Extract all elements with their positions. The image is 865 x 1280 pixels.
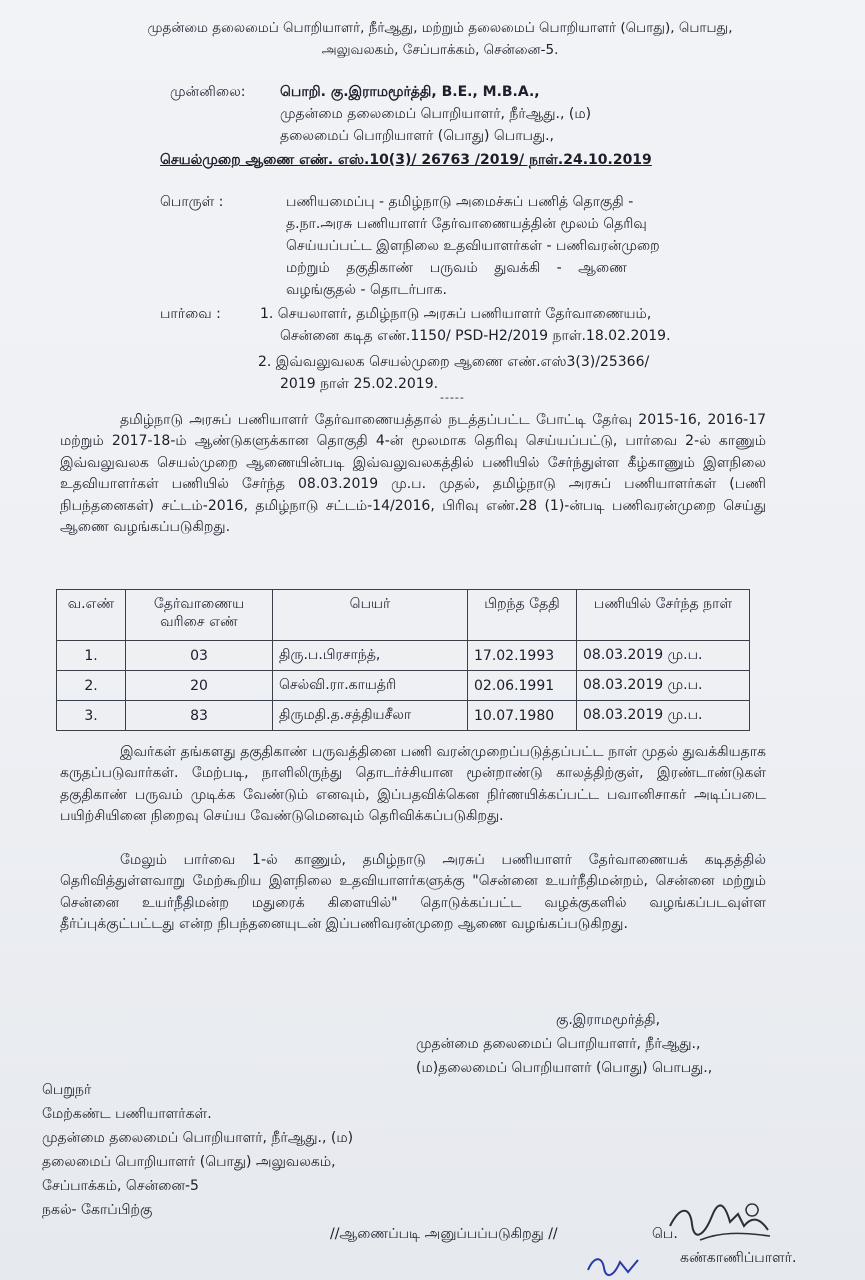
- reference-1-line-2: சென்னை கடித எண்.1150/ PSD-H2/2019 நாள்.18.02.2019.: [280, 328, 671, 344]
- cell-serial: 1.: [57, 641, 126, 671]
- reference-2-line-2: 2019 நாள் 25.02.2019.: [280, 376, 439, 392]
- office-header-line-2: அலுவலகம், சேப்பாக்கம், சென்னை-5.: [321, 42, 559, 58]
- header-name: பெயர்: [273, 590, 468, 641]
- recipient-1: மேற்கண்ட பணியாளர்கள்.: [42, 1106, 212, 1122]
- forwarded-note: //ஆணைப்படி அனுப்பப்படுகிறது //: [330, 1226, 558, 1242]
- recipients-label: பெறுநர்: [42, 1082, 92, 1098]
- presence-designation-1: முதன்மை தலைமைப் பொறியாளர், நீர்ஆது., (ம): [280, 106, 592, 122]
- cell-serial: 2.: [57, 671, 126, 701]
- cell-dob: 10.07.1980: [468, 701, 577, 731]
- recipient-4: சேப்பாக்கம், சென்னை-5: [42, 1178, 199, 1194]
- subject-line-1: பணியமைப்பு - தமிழ்நாடு அமைச்சுப் பணித் தொகுதி -: [286, 194, 634, 210]
- initials: பெ.: [652, 1226, 678, 1242]
- table-header-row: [57, 590, 750, 641]
- paragraph-1: தமிழ்நாடு அரசுப் பணியாளர் தேர்வாணையத்தால் நடத்தப்பட்ட போட்டி தேர்வு 2015-16, 2016-17 மற்றும் 2017-18-ம் ஆண்டுகளுக்கான தொகுதி 4-ன் மூலமாக தெரிவு செய்யப்பட்டு, பார்வை 2-ல் காணும் இவ்வலுவலக செயல்முறை ஆணையின்படி இவ்வலுவலகத்தில் பணியில் சேர்ந்துள்ள கீழ்காணும் இளநிலை உதவியாளர்கள் பணியில் சேர்ந்த 08.03.2019 மு.ப. முதல், தமிழ்நாடு அரசுப் பணியாளர்கள் (பணி நிபந்தனைகள்) சட்டம்-2016, தமிழ்நாடு சட்டம்-14/2016, பிரிவு எண்.28 (1)-ன்படி பணிவரன்முறை செய்து ஆணை வழங்கப்படுகிறது.: [60, 412, 766, 536]
- handwritten-signature: [660, 1196, 780, 1256]
- reference-2-line-1: 2. இவ்வலுவலக செயல்முறை ஆணை எண்.எஸ்3(3)/25366/: [258, 354, 650, 370]
- copy-to-file: நகல்- கோப்பிற்கு: [42, 1202, 153, 1218]
- cell-rank: 83: [126, 701, 273, 731]
- presence-label: முன்னிலை:: [170, 84, 246, 100]
- subject-line-2: த.நா.அரசு பணியாளர் தேர்வாணையத்தின் மூலம் தெரிவு: [286, 216, 647, 232]
- subject-line-3: செய்யப்பட்ட இளநிலை உதவியாளர்கள் - பணிவரன்முறை: [286, 238, 660, 254]
- subject-label: பொருள் :: [160, 194, 224, 210]
- header-joining-date: பணியில் சேர்ந்த நாள்: [577, 590, 750, 641]
- subject-line-5: வழங்குதல் - தொடர்பாக.: [286, 282, 447, 298]
- cell-name: திருமதி.த.சத்தியசீலா: [273, 701, 468, 731]
- recipient-3: தலைமைப் பொறியாளர் (பொது) அலுவலகம்,: [42, 1154, 336, 1170]
- cell-joining-date: 08.03.2019 மு.ப.: [577, 641, 750, 671]
- cell-name: திரு.ப.பிரசாந்த்,: [273, 641, 468, 671]
- paragraph-2: இவர்கள் தங்களது தகுதிகாண் பருவத்தினை பணி வரன்முறைப்படுத்தப்பட்ட நாள் முதல் துவக்கியதாக கருதப்படுவார்கள். மேற்படி, நாளிலிருந்து தொடர்ச்சியான மூன்றாண்டு காலத்திற்குள், இரண்டாண்டுகள் தகுதிகாண் பருவம் முடிக்க வேண்டும் எனவும், இப்பதவிக்கென நிர்ணயிக்கப்பட்ட பவானிசாகர் அடிப்படை பயிற்சியினை நிறைவு செய்ய வேண்டுமெனவும் தெரிவிக்கப்படுகிறது.: [60, 744, 766, 825]
- presence-name: பொறி. கு.இராமமூர்த்தி, B.E., M.B.A.,: [280, 84, 540, 100]
- cell-rank: 20: [126, 671, 273, 701]
- cell-rank: 03: [126, 641, 273, 671]
- table-row: [57, 701, 750, 731]
- ink-initial-mark: [584, 1252, 644, 1278]
- reference-1-line-1: 1. செயலாளர், தமிழ்நாடு அரசுப் பணியாளர் தேர்வாணையம்,: [260, 306, 652, 322]
- header-dob: பிறந்த தேதி: [468, 590, 577, 641]
- signatory-designation-1: முதன்மை தலைமைப் பொறியாளர், நீர்ஆது.,: [416, 1036, 701, 1052]
- cell-dob: 02.06.1991: [468, 671, 577, 701]
- recipient-2: முதன்மை தலைமைப் பொறியாளர், நீர்ஆது., (ம): [42, 1130, 354, 1146]
- office-header-line-1: முதன்மை தலைமைப் பொறியாளர், நீர்ஆது, மற்றும் தலைமைப் பொறியாளர் (பொது), பொபது,: [147, 20, 733, 36]
- cell-joining-date: 08.03.2019 மு.ப.: [577, 701, 750, 731]
- header-rank: தேர்வாணைய வரிசை எண்: [126, 590, 273, 641]
- cell-dob: 17.02.1993: [468, 641, 577, 671]
- signatory-name: கு.இராமமூர்த்தி,: [556, 1012, 661, 1028]
- reference-label: பார்வை :: [160, 306, 221, 322]
- cell-name: செல்வி.ரா.காயத்ரி: [273, 671, 468, 701]
- superintendent-designation: கண்காணிப்பாளர்.: [680, 1250, 797, 1266]
- employee-table: [56, 589, 750, 731]
- cell-joining-date: 08.03.2019 மு.ப.: [577, 671, 750, 701]
- subject-line-4: மற்றும் தகுதிகாண் பருவம் துவக்கி - ஆணை: [286, 260, 627, 276]
- signatory-designation-2: (ம)தலைமைப் பொறியாளர் (பொது) பொபது.,: [416, 1060, 713, 1076]
- presence-designation-2: தலைமைப் பொறியாளர் (பொது) பொபது.,: [280, 128, 554, 144]
- separator: -----: [440, 391, 465, 404]
- cell-serial: 3.: [57, 701, 126, 731]
- header-serial: வ.எண்: [57, 590, 126, 641]
- table-row: [57, 671, 750, 701]
- table-row: [57, 641, 750, 671]
- paragraph-3: மேலும் பார்வை 1-ல் காணும், தமிழ்நாடு அரசுப் பணியாளர் தேர்வாணையக் கடிதத்தில் தெரிவித்துள்ளவாறு மேற்கூறிய இளநிலை உதவியாளர்களுக்கு "சென்னை உயர்நீதிமன்றம், சென்னை மற்றும் சென்னை உயர்நீதிமன்ற மதுரைக் கிளையில்" தொடுக்கப்பட்ட வழக்குகளில் வழங்கப்படவுள்ள தீர்ப்புக்குட்பட்டது என்ற நிபந்தனையுடன் இப்பணிவரன்முறை ஆணை வழங்கப்படுகிறது.: [60, 852, 766, 933]
- order-reference: செயல்முறை ஆணை எண். எஸ்.10(3)/ 26763 /2019/ நாள்.24.10.2019: [160, 152, 652, 168]
